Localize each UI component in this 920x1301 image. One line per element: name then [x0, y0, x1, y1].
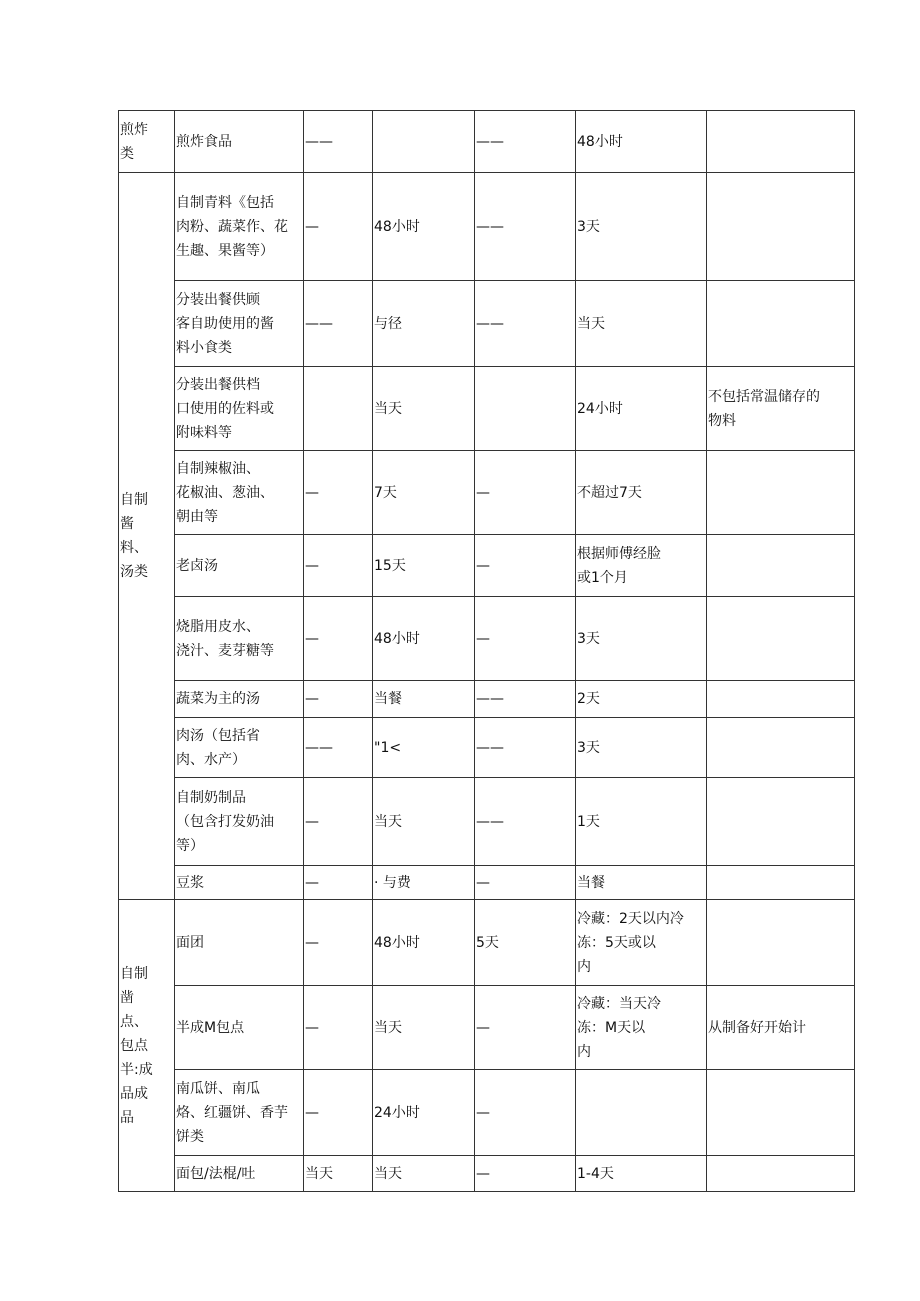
value-cell: 当天: [373, 778, 475, 866]
value-cell: ——: [475, 681, 576, 718]
value-cell: —: [304, 778, 373, 866]
value-cell: 48小时: [373, 597, 475, 681]
shelf-life-cell: 冷藏：当天冷 冻：M天以 内: [576, 986, 707, 1070]
item-name-cell: 分装出餐供档 口使用的佐料或 附味料等: [175, 367, 304, 451]
value-cell: —: [304, 900, 373, 986]
value-cell: ——: [304, 111, 373, 173]
table-row: [119, 778, 855, 866]
note-cell: [707, 535, 855, 597]
table-row: [119, 367, 855, 451]
shelf-life-cell: 24小时: [576, 367, 707, 451]
item-name-cell: 分装出餐供顾 客自助使用的酱 料小食类: [175, 281, 304, 367]
item-name-cell: 自制青料《包括 肉粉、蔬菜作、花 生趣、果酱等）: [175, 173, 304, 281]
table-row: [119, 281, 855, 367]
item-name-cell: 半成M包点: [175, 986, 304, 1070]
category-cell: 自制 酱 料、 汤类: [119, 173, 175, 900]
table-row: [119, 173, 855, 281]
shelf-life-cell: 3天: [576, 173, 707, 281]
value-cell: [475, 367, 576, 451]
shelf-life-cell: 当天: [576, 281, 707, 367]
item-name-cell: 面团: [175, 900, 304, 986]
value-cell: [304, 367, 373, 451]
value-cell: —: [475, 535, 576, 597]
shelf-life-cell: 不超过7天: [576, 451, 707, 535]
shelf-life-cell: 3天: [576, 718, 707, 778]
value-cell: 当天: [373, 367, 475, 451]
shelf-life-cell: 根据师傅经脸 或1个月: [576, 535, 707, 597]
value-cell: ——: [475, 173, 576, 281]
item-name-cell: 老卤汤: [175, 535, 304, 597]
table-row: [119, 986, 855, 1070]
table-row: [119, 1156, 855, 1192]
value-cell: —: [304, 681, 373, 718]
note-cell: [707, 1156, 855, 1192]
item-name-cell: 自制奶制品 （包含打发奶油 等）: [175, 778, 304, 866]
value-cell: —: [475, 866, 576, 900]
table-row: [119, 1070, 855, 1156]
note-cell: [707, 597, 855, 681]
value-cell: —: [304, 173, 373, 281]
table-row: [119, 111, 855, 173]
value-cell: ——: [475, 281, 576, 367]
shelf-life-cell: 2天: [576, 681, 707, 718]
value-cell: 当天: [304, 1156, 373, 1192]
shelf-life-cell: 当餐: [576, 866, 707, 900]
value-cell: 当餐: [373, 681, 475, 718]
note-cell: [707, 111, 855, 173]
value-cell: ——: [304, 281, 373, 367]
shelf-life-cell: [576, 1070, 707, 1156]
note-cell: 不包括常温储存的 物料: [707, 367, 855, 451]
value-cell: 48小时: [373, 173, 475, 281]
note-cell: [707, 778, 855, 866]
shelf-life-cell: 48小时: [576, 111, 707, 173]
table-row: [119, 597, 855, 681]
table-row: [119, 535, 855, 597]
value-cell: —: [304, 986, 373, 1070]
item-name-cell: 蔬菜为主的汤: [175, 681, 304, 718]
note-cell: [707, 718, 855, 778]
value-cell: —: [304, 597, 373, 681]
item-name-cell: 煎炸食品: [175, 111, 304, 173]
item-name-cell: 面包/法棍/吐: [175, 1156, 304, 1192]
shelf-life-cell: 3天: [576, 597, 707, 681]
table-row: [119, 718, 855, 778]
note-cell: 从制备好开始计: [707, 986, 855, 1070]
value-cell: 当天: [373, 986, 475, 1070]
value-cell: 7天: [373, 451, 475, 535]
value-cell: 当天: [373, 1156, 475, 1192]
value-cell: —: [304, 535, 373, 597]
table-row: [119, 866, 855, 900]
value-cell: 5天: [475, 900, 576, 986]
item-name-cell: 肉汤（包括省 肉、水产）: [175, 718, 304, 778]
value-cell: 48小时: [373, 900, 475, 986]
shelf-life-cell: 1-4天: [576, 1156, 707, 1192]
value-cell: —: [475, 451, 576, 535]
value-cell: —: [475, 986, 576, 1070]
value-cell: ——: [475, 778, 576, 866]
value-cell: —: [475, 1070, 576, 1156]
shelf-life-cell: 1天: [576, 778, 707, 866]
value-cell: ——: [304, 718, 373, 778]
item-name-cell: 自制辣椒油、 花椒油、葱油、 朝由等: [175, 451, 304, 535]
value-cell: "1<: [373, 718, 475, 778]
value-cell: · 与费: [373, 866, 475, 900]
note-cell: [707, 1070, 855, 1156]
value-cell: —: [304, 1070, 373, 1156]
shelf-life-table: [118, 110, 855, 1192]
value-cell: —: [304, 866, 373, 900]
shelf-life-cell: 冷藏：2天以内冷 冻：5天或以 内: [576, 900, 707, 986]
value-cell: [373, 111, 475, 173]
note-cell: [707, 866, 855, 900]
value-cell: —: [475, 597, 576, 681]
table-row: [119, 451, 855, 535]
note-cell: [707, 451, 855, 535]
value-cell: ——: [475, 111, 576, 173]
value-cell: —: [304, 451, 373, 535]
value-cell: 与径: [373, 281, 475, 367]
category-cell: 煎炸 类: [119, 111, 175, 173]
note-cell: [707, 900, 855, 986]
item-name-cell: 豆浆: [175, 866, 304, 900]
value-cell: ——: [475, 718, 576, 778]
note-cell: [707, 173, 855, 281]
table-row: [119, 900, 855, 986]
value-cell: 15天: [373, 535, 475, 597]
note-cell: [707, 681, 855, 718]
value-cell: 24小时: [373, 1070, 475, 1156]
value-cell: —: [475, 1156, 576, 1192]
item-name-cell: 南瓜饼、南瓜 烙、红疆饼、香芋 饼类: [175, 1070, 304, 1156]
note-cell: [707, 281, 855, 367]
category-cell: 自制 凿 点、 包点 半:成 品成 品: [119, 900, 175, 1192]
table-row: [119, 681, 855, 718]
item-name-cell: 烧脂用皮水、 浇汁、麦芽糖等: [175, 597, 304, 681]
